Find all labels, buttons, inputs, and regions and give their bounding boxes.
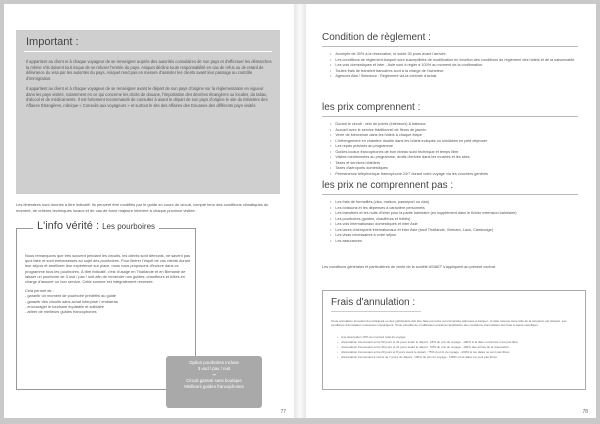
- included-list: [330, 122, 578, 177]
- list-item: • Les repas précisés au programme: [330, 144, 578, 150]
- list-item: - garantir des circuits sans achat interposé / embarras: [25, 298, 118, 304]
- book-gutter: [294, 4, 306, 418]
- section-divider: [322, 116, 578, 117]
- callout-line: Circuit garanti sans boutique: [186, 378, 242, 383]
- section-divider: [322, 46, 578, 47]
- page-number: 77: [280, 409, 286, 415]
- important-paragraph: Il appartient au client et à chaque voyageur de se renseigner avant le départ de son pays d'origine sur la réglementation en vigueur dans les pays visités, notamment en ce qui concerne les droits de douane, l'importation des denrées étrangères ou locales, du tabac, d'alcool et de médicaments. Il est fortement recommandé de consulter à avant le départ de son pays d'origine le site du Ministère des Affaires Étrangères, rubrique « Conseils aux voyageurs » et surtout le site des Affaires des Douanes des différents pays visités.: [26, 85, 268, 108]
- cancellation-intro: Toute annulation émanant du participant ou des participants doit être faite par lettre recommandée adressée à Asiquet ; la date retenue sera celle de la réception par Asiquet. Les conditions d'annulation ci-dessous s'appliquent. Toute pénalité de modification entraîne l'application des conditions d'annulation des frais ci-après spécifiées.: [331, 319, 567, 328]
- page-number: 78: [582, 409, 588, 415]
- list-item: • Accueil avec le service traditionnel de fleurs de jasmin: [330, 128, 578, 134]
- list-item: • Les boissons et les dépenses à caractère personnels: [330, 206, 578, 212]
- info-verite-text: [25, 253, 191, 314]
- list-item: • Les conditions de règlement Asiquet sont susceptibles de modification en fonction des conditions de règlement des hôtels et de la saisonnalité.: [330, 58, 578, 64]
- info-verite-title: [33, 220, 159, 232]
- tips-callout: [166, 356, 262, 408]
- payment-conditions-title: Condition de règlement :: [322, 32, 431, 43]
- left-page: [4, 4, 294, 418]
- cancellation-list: [337, 335, 575, 360]
- list-item: • Les taxes d'aéroports internationaux et inter Asie (sauf Thaïlande, Vietnam, Laos, Cambodge): [330, 228, 578, 234]
- info-title-sub: Les pourboires: [102, 222, 156, 231]
- important-box: [16, 30, 280, 194]
- list-item: • Visites mentionnées au programme, droits d'entrée dans les musées et les sites: [330, 155, 578, 161]
- list-item: - encourager le tourisme équitable et solidaire: [25, 303, 104, 309]
- list-item: • à la réservation 15% du montant total du voyage: [337, 335, 575, 340]
- payment-conditions-list: [330, 52, 578, 80]
- important-title: Important :: [26, 36, 79, 48]
- included-title: les prix comprennent :: [322, 102, 421, 113]
- info-title-main: L'info vérité :: [37, 220, 100, 232]
- important-paragraph: Il appartient au client et à chaque voyageur de se renseigner auprès des autorités consulaires de son pays et d'effectuer les démarches la même s'ils doivent tout risque de se refuser l'entrée du pays. Asiquet décline toute responsabilité en cas de refus ou de retard de délivrance du visa par les autorités du pays. Asiquet rend pas en mesure d'assister les clients avant leur passage au contrôle d'immigration.: [26, 59, 272, 82]
- callout-line: Meilleurs guides francophones: [184, 384, 244, 389]
- list-item: - attirer de meilleurs guides francophones: [25, 309, 97, 315]
- list-item: • d'annulation intervenant entre 20 jours et 8 jours avant le départ : 75% du prix du voyage - 100% si les dates ne sont pas libres: [337, 350, 575, 355]
- info-list-title: Cela permet de :: [25, 288, 54, 294]
- itinerary-intro-text: Les itinéraires sont donnés à titre indicatif. Ils peuvent être modifiés par le guide en cours de circuit, compte tenu des conditions climatiques du moment, de critères techniques locaux et de cas de force majeure inhérent à chaque province visitée.: [16, 202, 269, 213]
- list-item: • Verre de bienvenue dans les hôtels à chaque étape: [330, 133, 578, 139]
- list-item: • L'hébergement en chambre double dans les hôtels indiqués ou similaires en petit déjeuner: [330, 139, 578, 145]
- list-item: • Acompte de 30% à la réservation, le solde 30 jours avant l'arrivée.: [330, 52, 578, 58]
- list-item: • Les frais de formalités (visa, maison, passeport ou visa): [330, 200, 578, 206]
- callout-line: 3 usd / pax / nuit: [197, 366, 231, 371]
- excluded-list: [330, 200, 578, 244]
- callout-line: Option pourboires incluse: [189, 360, 239, 365]
- excluded-title: les prix ne comprennent pas :: [322, 180, 454, 191]
- list-item: • Agences Afat / Selectour : Règlement via la centrale d'achat.: [330, 74, 578, 80]
- list-item: • d'annulation intervenant entre 30 jours et 21 jours avant le départ : 50% du prix du voyage - 100% des arrhes de la réservation: [337, 345, 575, 350]
- list-item: • Les vols domestiques et inter - Asie sont à régler à 100% au moment de la confirmation.: [330, 63, 578, 69]
- cancellation-title: Frais d'annulation :: [331, 297, 416, 308]
- cancellation-title-divider: [331, 311, 421, 312]
- list-item: • Taxes d'aéroports domestiques: [330, 166, 578, 172]
- list-item: • Durant le circuit : vélo de points (intérieurs) & bateaux: [330, 122, 578, 128]
- important-text: [26, 59, 272, 113]
- list-item: • d'annulation intervenant à moins de 7 jours du départ : 100% du prix du voyage - 100% si les dates ne sont pas libres: [337, 355, 575, 360]
- list-item: • Guides locaux francophones de bon niveau suivi technique et temps libre: [330, 150, 578, 156]
- list-item: • Les visas nécessaires à votre séjour: [330, 233, 578, 239]
- list-item: • d'annulation intervenant entre 60 jours et 31 jours avant le départ : 25% du prix du voyage - 100% si la date concernée n'est pas libre: [337, 340, 575, 345]
- info-benefits-list: [25, 293, 191, 314]
- arrow-icon: ⇒: [212, 372, 216, 377]
- list-item: • Les assurances: [330, 239, 578, 245]
- terms-note: Les conditions générales et particulières de vente de la société ASIAET s'appliquent au présent contrat.: [322, 265, 496, 269]
- important-title-divider: [24, 51, 272, 52]
- section-divider: [322, 194, 578, 195]
- list-item: - garantir un moment de pourboire prédéfini au guide: [25, 293, 117, 299]
- cancellation-box: [322, 290, 586, 390]
- list-item: • Toutes frais de transfert bancaires sont à la charge de l'acheteur.: [330, 69, 578, 75]
- list-item: • Permanence téléphonique francophone 24/7 durant votre voyage via les vouchers générés: [330, 172, 578, 178]
- list-item: • Les pourboires (guides, chauffeurs et hôtels): [330, 217, 578, 223]
- info-paragraph: Nous remarquons que très souvent pendant les circuits, les clients sont démunis, ne savent pas quoi faire et sont embarrassés au sujet des pourboires. Pour libérer l'esprit de vos clients durant leur séjour et améliorer leur expérience sur place, nous vous proposons d'inclure dans ce programme tous les pourboires. À titre indicatif, c'est d'usage en Thaïlande et en Birmanie de laisser un pourboire de 3 usd / pax / nuit afin de remercier nos guides, chauffeurs et hôtes en charge d'assurer un bon service. Cette somme est intégralement reversée.: [25, 253, 191, 285]
- list-item: • Les transferts et les nuits d'hôtel pour la partie balnéaire (en supplément dans le fichier extension balnéaire): [330, 211, 578, 217]
- list-item: • Les vols internationaux domestiques et inter Asie: [330, 222, 578, 228]
- right-page: [306, 4, 596, 418]
- list-item: • Taxes et services hôteliers: [330, 161, 578, 167]
